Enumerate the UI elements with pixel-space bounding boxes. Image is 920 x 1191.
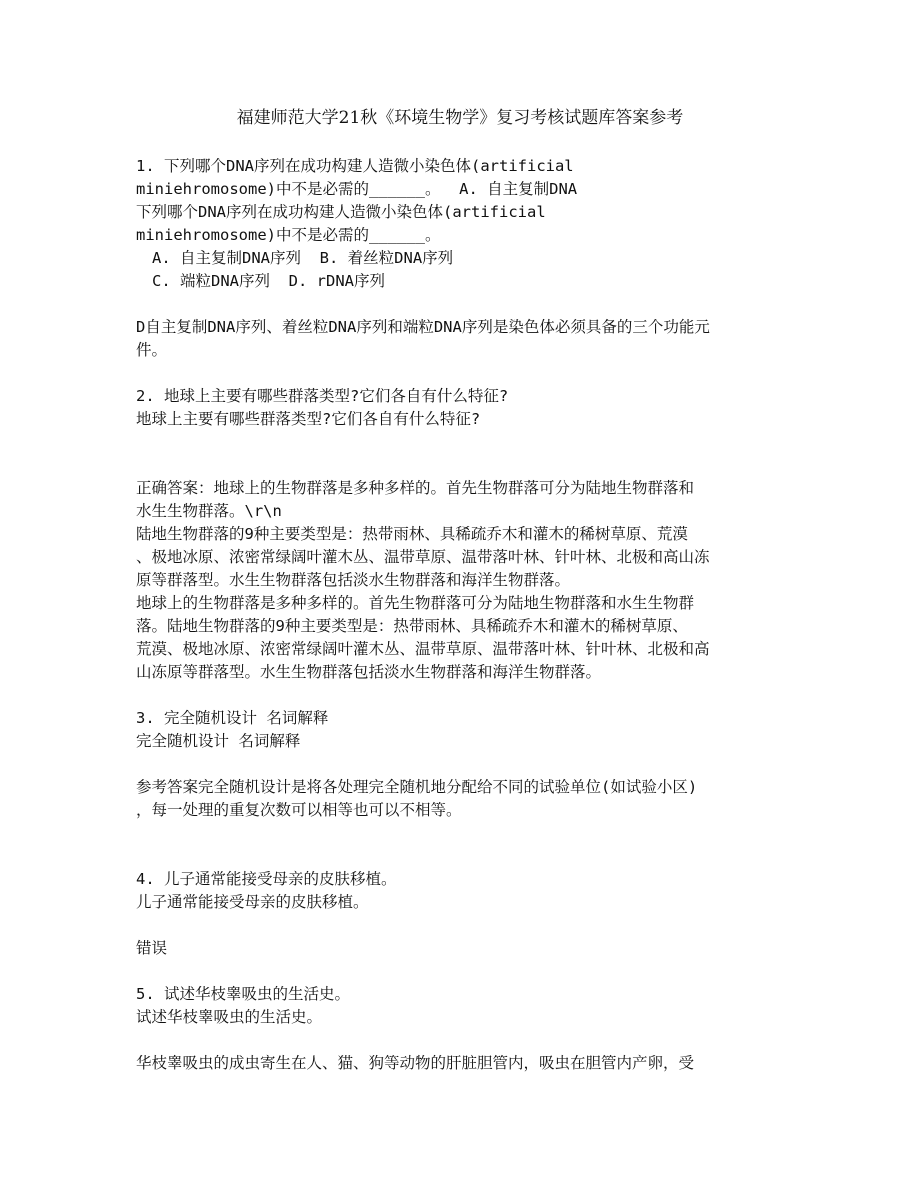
answer-2 xyxy=(136,477,796,684)
answer-1-text: 件。 xyxy=(136,341,168,359)
answer-2-text: 陆地生物群落的9种主要类型是：热带雨林、具稀疏乔木和灌木的稀树草原、荒漠 xyxy=(136,525,688,543)
answer-2-text: 落。陆地生物群落的9种主要类型是：热带雨林、具稀疏乔木和灌木的稀树草原、 xyxy=(136,617,688,635)
question-5-text: 5. 试述华枝睾吸虫的生活史。 xyxy=(136,985,350,1003)
answer-3-text: 参考答案完全随机设计是将各处理完全随机地分配给不同的试验单位(如试验小区) xyxy=(136,778,698,796)
answer-2-text: 地球上的生物群落是多种多样的。首先生物群落可分为陆地生物群落和水生生物群 xyxy=(136,594,695,612)
answer-2-text: 荒漠、极地冰原、浓密常绿阔叶灌木丛、温带草原、温带落叶林、针叶林、北极和高 xyxy=(136,640,710,658)
answer-5 xyxy=(136,1052,796,1075)
answer-3 xyxy=(136,776,796,822)
question-2-text: 2. 地球上主要有哪些群落类型?它们各自有什么特征? xyxy=(136,387,509,405)
question-4-text: 儿子通常能接受母亲的皮肤移植。 xyxy=(136,893,369,911)
question-3 xyxy=(136,707,796,753)
page-title: 福建师范大学21秋《环境生物学》复习考核试题库答案参考 xyxy=(236,108,684,128)
answer-1-text: D自主复制DNA序列、着丝粒DNA序列和端粒DNA序列是染色体必须具备的三个功能元 xyxy=(136,318,710,336)
question-5 xyxy=(136,983,796,1029)
question-3-text: 完全随机设计 名词解释 xyxy=(136,732,301,750)
question-1-text: 1. 下列哪个DNA序列在成功构建人造微小染色体(artificial xyxy=(136,157,574,175)
question-1-options: C. 端粒DNA序列 D. rDNA序列 xyxy=(152,272,385,290)
answer-4-text: 错误 xyxy=(136,939,168,957)
question-1 xyxy=(136,155,796,293)
answer-3-text: ，每一处理的重复次数可以相等也可以不相等。 xyxy=(136,801,462,819)
question-1-text: miniehromosome)中不是必需的______。 xyxy=(136,226,441,244)
answer-2-text: 水生生物群落。\r\n xyxy=(136,502,282,520)
document-body xyxy=(136,155,796,1075)
question-5-text: 试述华枝睾吸虫的生活史。 xyxy=(136,1008,323,1026)
answer-2-text: 原等群落型。水生生物群落包括淡水生物群落和海洋生物群落。 xyxy=(136,571,571,589)
question-1-options: A. 自主复制DNA序列 B. 着丝粒DNA序列 xyxy=(152,249,454,267)
answer-2-text: 正确答案：地球上的生物群落是多种多样的。首先生物群落可分为陆地生物群落和 xyxy=(136,479,695,497)
question-1-text: 下列哪个DNA序列在成功构建人造微小染色体(artificial xyxy=(136,203,546,221)
answer-2-text: 、极地冰原、浓密常绿阔叶灌木丛、温带草原、温带落叶林、针叶林、北极和高山冻 xyxy=(136,548,710,566)
question-2 xyxy=(136,385,796,431)
answer-2-text: 山冻原等群落型。水生生物群落包括淡水生物群落和海洋生物群落。 xyxy=(136,663,602,681)
answer-1 xyxy=(136,316,796,362)
answer-5-text: 华枝睾吸虫的成虫寄生在人、猫、狗等动物的肝脏胆管内，吸虫在胆管内产卵，受 xyxy=(136,1054,695,1072)
question-2-text: 地球上主要有哪些群落类型?它们各自有什么特征? xyxy=(136,410,481,428)
question-4-text: 4. 儿子通常能接受母亲的皮肤移植。 xyxy=(136,870,397,888)
question-1-text: miniehromosome)中不是必需的______。 A. 自主复制DNA xyxy=(136,180,578,198)
question-4 xyxy=(136,868,796,914)
question-3-text: 3. 完全随机设计 名词解释 xyxy=(136,709,329,727)
answer-4 xyxy=(136,937,796,960)
